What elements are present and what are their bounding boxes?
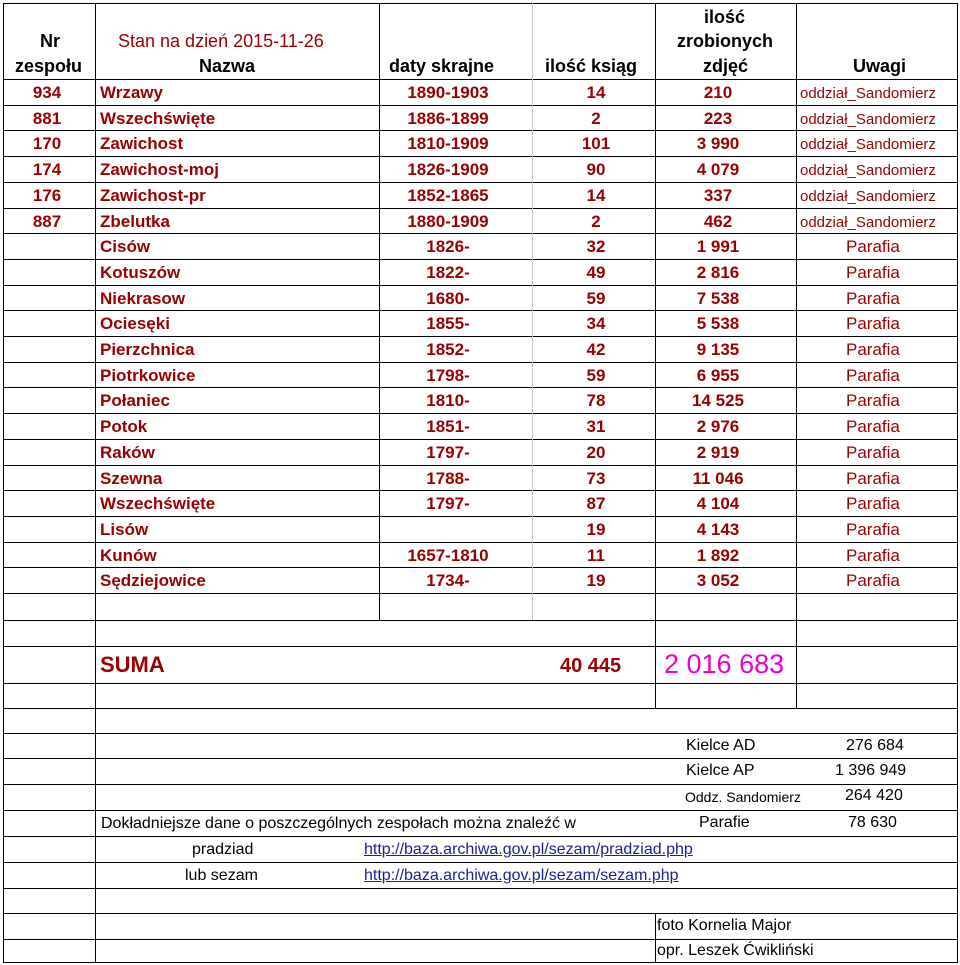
row-divider [3,182,957,183]
row-photos: 11 046 [692,469,744,488]
row-photos: 1 892 [696,546,740,565]
row-note: Parafia [846,391,900,410]
row-photos: 1 991 [696,237,740,256]
row-books: 59 [586,366,606,385]
column-divider [379,3,380,620]
row-note: oddział_Sandomierz [800,85,936,102]
row-photos: 9 135 [696,340,740,359]
row-photos: 7 538 [696,289,740,308]
row-note: Parafia [846,237,900,256]
row-dates: 1826-1909 [407,160,489,179]
header-photos-line3: zdjęć [703,56,749,76]
row-dates: 1855- [426,314,470,333]
row-books: 101 [581,134,611,153]
row-books: 19 [586,571,606,590]
column-divider [532,3,533,620]
breakdown-value-parafie: 78 630 [848,814,897,831]
row-name: Połaniec [100,391,170,410]
row-name: Wszechświęte [100,109,216,128]
row-name: Wrzawy [100,83,163,102]
row-divider [3,888,957,889]
header-nr-line2: zespołu [15,56,83,76]
row-dates: 1797- [426,443,470,462]
row-divider [3,439,957,440]
row-divider [3,708,957,709]
row-books: 42 [586,340,606,359]
header-notes: Uwagi [853,56,907,76]
row-name: Piotrkowice [100,366,196,385]
row-divider [3,336,957,337]
row-photos: 5 538 [696,314,740,333]
breakdown-value-kielce-ad: 276 684 [846,737,904,754]
row-divider [3,259,957,260]
column-divider [655,3,656,620]
row-note: Parafia [846,289,900,308]
row-photos: 3 990 [696,134,740,153]
row-note: Parafia [846,366,900,385]
row-dates: 1788- [426,469,470,488]
row-dates: 1880-1909 [407,212,489,231]
row-photos: 4 104 [696,494,740,513]
row-dates: 1734- [426,571,470,590]
row-divider [3,810,957,811]
row-dates: 1822- [426,263,470,282]
column-divider [3,3,4,963]
row-divider [3,784,957,785]
row-nr: 881 [32,109,62,128]
row-note: oddział_Sandomierz [800,214,936,231]
row-divider [3,862,957,863]
breakdown-label-sandomierz: Oddz. Sandomierz [685,789,801,805]
row-books: 14 [586,83,606,102]
row-name: Lisów [100,520,149,539]
header-photos-line2: zrobionych [677,31,774,51]
header-books: ilość ksiąg [545,56,638,76]
row-note: Parafia [846,571,900,590]
row-name: Potok [100,417,148,436]
row-note: Parafia [846,494,900,513]
row-name: Zawichost [100,134,184,153]
row-books: 87 [586,494,606,513]
row-note: oddział_Sandomierz [800,188,936,205]
row-divider [3,913,957,914]
column-divider [95,3,96,620]
row-name: Cisów [100,237,151,256]
row-dates: 1810- [426,391,470,410]
row-divider [3,208,957,209]
column-divider [95,620,96,963]
row-divider [3,465,957,466]
row-name: Kunów [100,546,157,565]
row-books: 11 [587,546,605,565]
row-photos: 462 [703,212,733,231]
row-name: Wszechświęte [100,494,216,513]
row-dates: 1810-1909 [407,134,489,153]
row-nr: 170 [32,134,62,153]
row-divider [3,593,957,594]
row-divider [3,285,957,286]
row-divider [3,733,957,734]
row-divider [3,683,957,684]
breakdown-value-kielce-ap: 1 396 949 [835,762,907,779]
row-name: Sędziejowice [100,571,206,590]
row-name: Pierzchnica [100,340,195,359]
row-name: Niekrasow [100,289,186,308]
sum-books: 40 445 [560,655,622,677]
row-divider [3,105,957,106]
header-nr-line1: Nr [40,31,61,51]
column-divider [796,3,797,620]
row-dates: 1886-1899 [407,109,489,128]
pradziad-label: pradziad [192,841,254,858]
column-divider [655,620,656,708]
breakdown-value-sandomierz: 264 420 [845,787,903,804]
row-name: Szewna [100,469,163,488]
column-divider [796,620,797,708]
row-name: Raków [100,443,155,462]
sezam-link[interactable]: http://baza.archiwa.gov.pl/sezam/sezam.php [364,867,679,884]
breakdown-label-kielce-ad: Kielce AD [686,737,756,754]
header-date: Stan na dzień 2015-11-26 [118,31,324,51]
row-photos: 2 976 [696,417,740,436]
row-dates: 1852- [426,340,470,359]
row-note: oddział_Sandomierz [800,162,936,179]
row-divider [3,758,957,759]
row-photos: 2 816 [696,263,740,282]
photo-credit: foto Kornelia Major [657,917,792,934]
row-books: 20 [586,443,606,462]
header-name: Nazwa [199,56,256,76]
row-note: Parafia [846,469,900,488]
row-divider [3,836,957,837]
row-dates: 1851- [426,417,470,436]
row-photos: 3 052 [696,571,740,590]
row-note: Parafia [846,417,900,436]
column-divider [655,913,656,963]
row-photos: 14 525 [692,391,744,410]
row-photos: 337 [703,186,733,205]
row-note: Parafia [846,443,900,462]
row-nr: 176 [32,186,62,205]
row-note: oddział_Sandomierz [800,111,936,128]
row-books: 90 [586,160,606,179]
column-divider [957,3,958,963]
row-note: Parafia [846,263,900,282]
row-books: 78 [586,391,606,410]
row-note: Parafia [846,340,900,359]
row-photos: 210 [703,83,733,102]
row-divider [3,567,957,568]
row-books: 31 [586,417,606,436]
row-name: Zbelutka [100,212,170,231]
sum-photos: 2 016 683 [664,649,785,679]
row-dates: 1890-1903 [407,83,489,102]
row-divider [3,233,957,234]
row-books: 19 [586,520,606,539]
row-dates: 1797- [426,494,470,513]
row-books: 49 [586,263,606,282]
row-note: Parafia [846,546,900,565]
row-photos: 223 [703,109,733,128]
row-divider [3,3,957,4]
row-divider [3,646,957,647]
sezam-label: lub sezam [185,867,258,884]
row-photos: 6 955 [696,366,740,385]
row-books: 73 [586,469,606,488]
footer-info: Dokładniejsze dane o poszczególnych zespołach można znaleźć w [101,816,576,832]
pradziad-link[interactable]: http://baza.archiwa.gov.pl/sezam/pradziad.php [364,841,693,858]
row-photos: 4 143 [696,520,740,539]
row-nr: 934 [32,83,62,102]
row-photos: 4 079 [696,160,740,179]
row-dates: 1657-1810 [407,546,489,565]
row-divider [3,490,957,491]
row-divider [3,620,957,621]
row-divider [3,79,957,80]
breakdown-label-parafie: Parafie [695,815,750,831]
row-note: Parafia [846,314,900,333]
editor-credit: opr. Leszek Ćwikliński [657,942,814,959]
row-name: Ociesęki [100,314,170,333]
row-divider [3,362,957,363]
row-divider [3,413,957,414]
row-dates: 1680- [426,289,470,308]
row-name: Zawichost-moj [100,160,220,179]
row-nr: 174 [32,160,62,179]
header-photos-line1: ilość [704,7,746,27]
row-name: Zawichost-pr [100,186,206,205]
row-photos: 2 919 [696,443,740,462]
row-books: 2 [591,109,601,128]
sum-label: SUMA [100,652,165,677]
row-divider [3,156,957,157]
row-divider [3,310,957,311]
row-dates: 1852-1865 [407,186,489,205]
row-divider [3,939,957,940]
row-books: 32 [586,237,606,256]
row-name: Kotuszów [100,263,181,282]
row-divider [3,962,957,963]
row-dates: 1798- [426,366,470,385]
row-dates: 1826- [426,237,470,256]
row-books: 2 [591,212,601,231]
row-divider [3,387,957,388]
row-note: Parafia [846,520,900,539]
row-books: 59 [586,289,606,308]
row-books: 34 [586,314,606,333]
row-nr: 887 [32,212,62,231]
row-divider [3,516,957,517]
row-divider [3,542,957,543]
row-books: 14 [586,186,606,205]
header-dates: daty skrajne [389,56,495,76]
breakdown-label-kielce-ap: Kielce AP [686,762,755,779]
row-divider [3,130,957,131]
row-note: oddział_Sandomierz [800,136,936,153]
